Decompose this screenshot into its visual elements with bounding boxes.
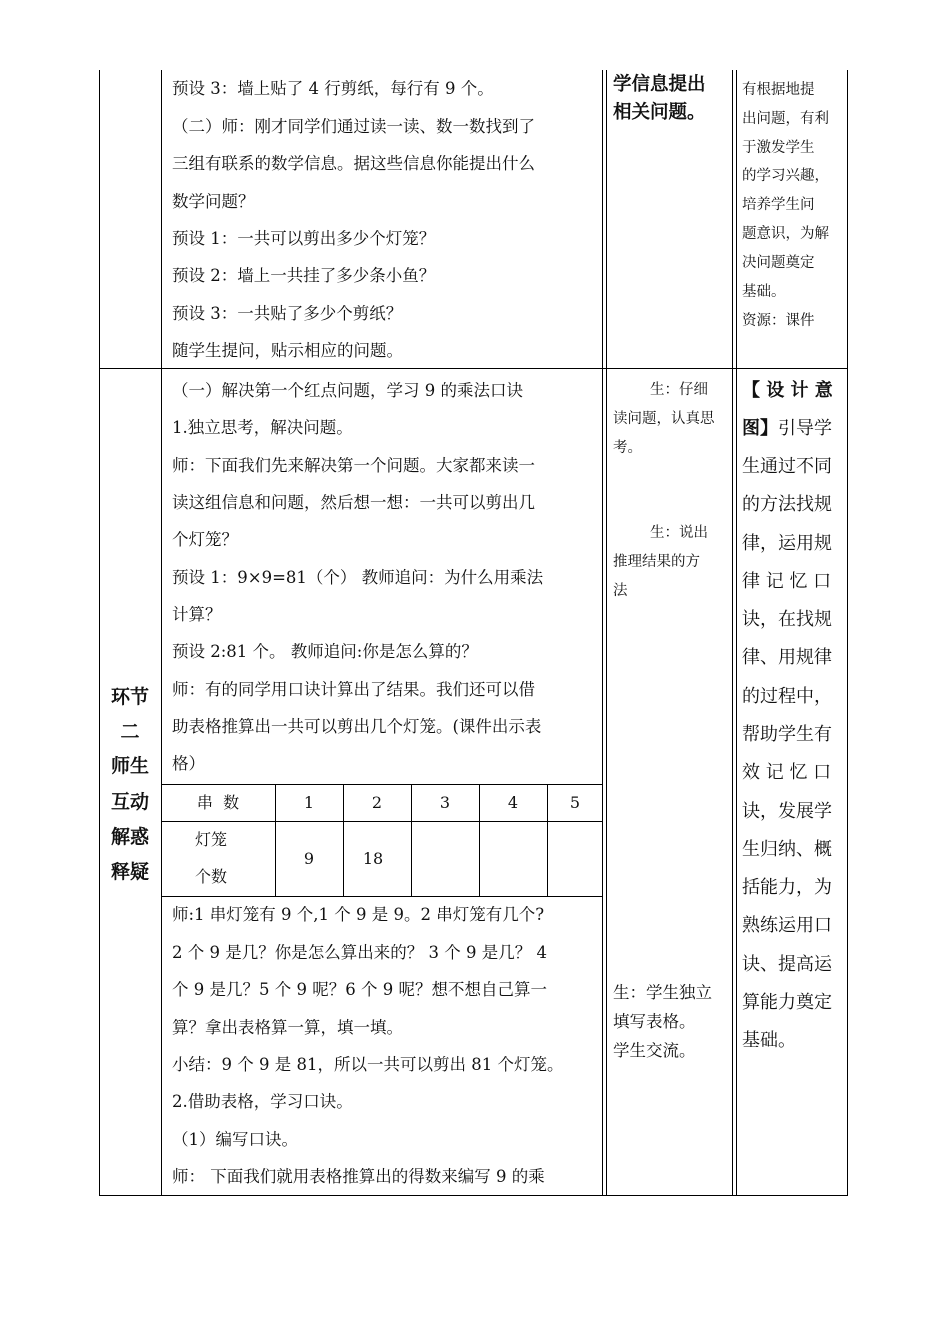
design-intent-line: 律，运用规 — [742, 533, 832, 554]
design-intent-line: 的过程中， — [742, 686, 832, 707]
table-border-left — [99, 70, 100, 1196]
student-activity-line: 推理结果的方 — [613, 554, 700, 570]
student-activity-line: 相关问题。 — [613, 102, 706, 123]
design-intent-line: 算能力奠定 — [742, 992, 832, 1013]
teacher-text-line: 师：下面我们先来解决第一个问题。大家都来读一 — [172, 456, 535, 475]
section-label: 师生 — [110, 755, 149, 777]
teacher-text-line: 预设 2：墙上一共挂了多少条小鱼？ — [172, 266, 436, 285]
teacher-text-line: 师： 下面我们就用表格推算出的得数来编写 9 的乘 — [172, 1167, 545, 1186]
design-intent-line: 诀，发展学 — [742, 801, 832, 822]
lantern-table-cell: 18 — [362, 849, 384, 868]
design-intent-line: 决问题奠定 — [742, 255, 815, 271]
student-activity-line: 考。 — [613, 440, 642, 456]
teacher-text-line: 小结：9 个 9 是 81，所以一共可以剪出 81 个灯笼。 — [172, 1055, 564, 1074]
teacher-text-line: 预设 3：墙上贴了 4 行剪纸，每行有 9 个。 — [172, 79, 494, 98]
teacher-text-line: 师:1 串灯笼有 9 个,1 个 9 是 9。2 串灯笼有几个? — [172, 905, 545, 924]
inner-table-line — [161, 821, 603, 822]
student-activity-line: 生：仔细 — [650, 382, 708, 398]
table-border-bottom — [99, 1195, 848, 1196]
lantern-table-column-header: 2 — [371, 793, 383, 812]
design-intent-line: 括能力，为 — [742, 877, 832, 898]
teacher-text-line: 个灯笼？ — [172, 530, 238, 549]
design-intent-line: 的方法找规 — [742, 494, 832, 515]
design-intent-line: 题意识，为解 — [742, 226, 829, 242]
student-activity-line: 填写表格。 — [613, 1012, 696, 1031]
student-activity-line: 学生交流。 — [613, 1041, 696, 1060]
design-intent-line: 有根据地提 — [742, 82, 815, 98]
section-label: 环节 — [110, 686, 149, 708]
column-divider — [736, 70, 737, 1196]
column-divider — [602, 70, 603, 1196]
teacher-text-line: 预设 1：9×9=81（个） 教师追问：为什么用乘法 — [172, 568, 544, 587]
design-intent-line: 培养学生问 — [742, 197, 815, 213]
teacher-text-line: 助表格推算出一共可以剪出几个灯笼。(课件出示表 — [172, 717, 542, 736]
design-intent-line: 基础。 — [742, 284, 786, 300]
row-divider — [99, 368, 848, 369]
teacher-text-line: （二）师：刚才同学们通过读一读、数一数找到了 — [172, 117, 535, 136]
teacher-text-line: 读这组信息和问题，然后想一想：一共可以剪出几 — [172, 493, 535, 512]
teacher-text-line: 个 9 是几？5 个 9 呢？6 个 9 呢？想不想自己算一 — [172, 980, 547, 999]
lantern-table-cell: 9 — [303, 849, 315, 868]
design-intent-line: 资源：课件 — [742, 313, 815, 329]
design-intent-text: 引导学 — [778, 418, 832, 439]
section-label: 互动 — [110, 791, 149, 813]
student-activity-line: 生：学生独立 — [613, 983, 712, 1002]
design-intent-line: 生归纳、概 — [742, 839, 832, 860]
design-intent-line: 帮助学生有 — [742, 724, 832, 745]
student-activity-line: 法 — [613, 583, 628, 599]
lantern-table-row-label: 个数 — [194, 867, 227, 886]
teacher-text-line: （一）解决第一个红点问题，学习 9 的乘法口诀 — [172, 381, 523, 400]
student-activity-line: 生：说出 — [650, 525, 708, 541]
column-divider — [161, 70, 162, 1196]
design-intent-line: 基础。 — [742, 1030, 796, 1051]
student-activity-line: 学信息提出 — [613, 74, 706, 95]
teacher-text-line: 三组有联系的数学信息。据这些信息你能提出什么 — [172, 154, 535, 173]
teacher-text-line: 2.借助表格，学习口诀。 — [172, 1092, 353, 1111]
teacher-text-line: 随学生提问，贴示相应的问题。 — [172, 341, 403, 360]
section-label: 解惑 — [110, 826, 149, 848]
lantern-table-column-header: 4 — [507, 793, 519, 812]
teacher-text-line: 数学问题？ — [172, 192, 255, 211]
design-intent-line: 诀、提高运 — [742, 954, 832, 975]
column-divider — [732, 70, 733, 1196]
teacher-text-line: 1.独立思考，解决问题。 — [172, 418, 353, 437]
section-label: 释疑 — [110, 861, 149, 883]
teacher-text-line: 格） — [172, 754, 205, 773]
design-intent-line: 诀，在找规 — [742, 609, 832, 630]
design-intent-line: 生通过不同 — [742, 456, 832, 477]
design-intent-line: 熟练运用口 — [742, 915, 832, 936]
design-intent-line — [742, 410, 842, 448]
teacher-text-line: （1）编写口诀。 — [172, 1130, 298, 1149]
design-intent-line: 于激发学生 — [742, 140, 815, 156]
teacher-text-line: 预设 3：一共贴了多少个剪纸？ — [172, 304, 403, 323]
design-intent-line: 律、用规律 — [742, 647, 832, 668]
table-border-right — [847, 70, 848, 1196]
lantern-table-column-header: 1 — [303, 793, 315, 812]
lantern-table-column-header: 3 — [439, 793, 451, 812]
design-intent-heading: 【 设 计 意 — [742, 380, 833, 401]
teacher-text-line: 师：有的同学用口诀计算出了结果。我们还可以借 — [172, 680, 535, 699]
teacher-text-line: 计算？ — [172, 605, 222, 624]
design-intent-line: 出问题，有利 — [742, 111, 829, 127]
lantern-table-column-header: 5 — [569, 793, 581, 812]
section-label: 二 — [120, 721, 140, 743]
student-activity-line: 读问题，认真思 — [613, 411, 715, 427]
design-intent-line: 律 记 忆 口 — [742, 571, 832, 592]
teacher-text-line: 预设 2:81 个。 教师追问:你是怎么算的？ — [172, 642, 478, 661]
column-divider — [606, 70, 607, 1196]
teacher-text-line: 2 个 9 是几？你是怎么算出来的？ 3 个 9 是几？ 4 — [172, 943, 547, 962]
lantern-table-row-label: 灯笼 — [194, 830, 227, 849]
inner-table-line — [161, 896, 603, 897]
lantern-table-header-label: 串 数 — [196, 793, 240, 812]
design-intent-line: 的学习兴趣， — [742, 168, 829, 184]
teacher-text-line: 算？拿出表格算一算，填一填。 — [172, 1018, 403, 1037]
teacher-text-line: 预设 1：一共可以剪出多少个灯笼？ — [172, 229, 436, 248]
design-intent-line: 效 记 忆 口 — [742, 762, 832, 783]
design-intent-heading: 图】 — [742, 418, 778, 439]
design-intent-title — [742, 372, 842, 410]
inner-table-line — [161, 784, 603, 785]
